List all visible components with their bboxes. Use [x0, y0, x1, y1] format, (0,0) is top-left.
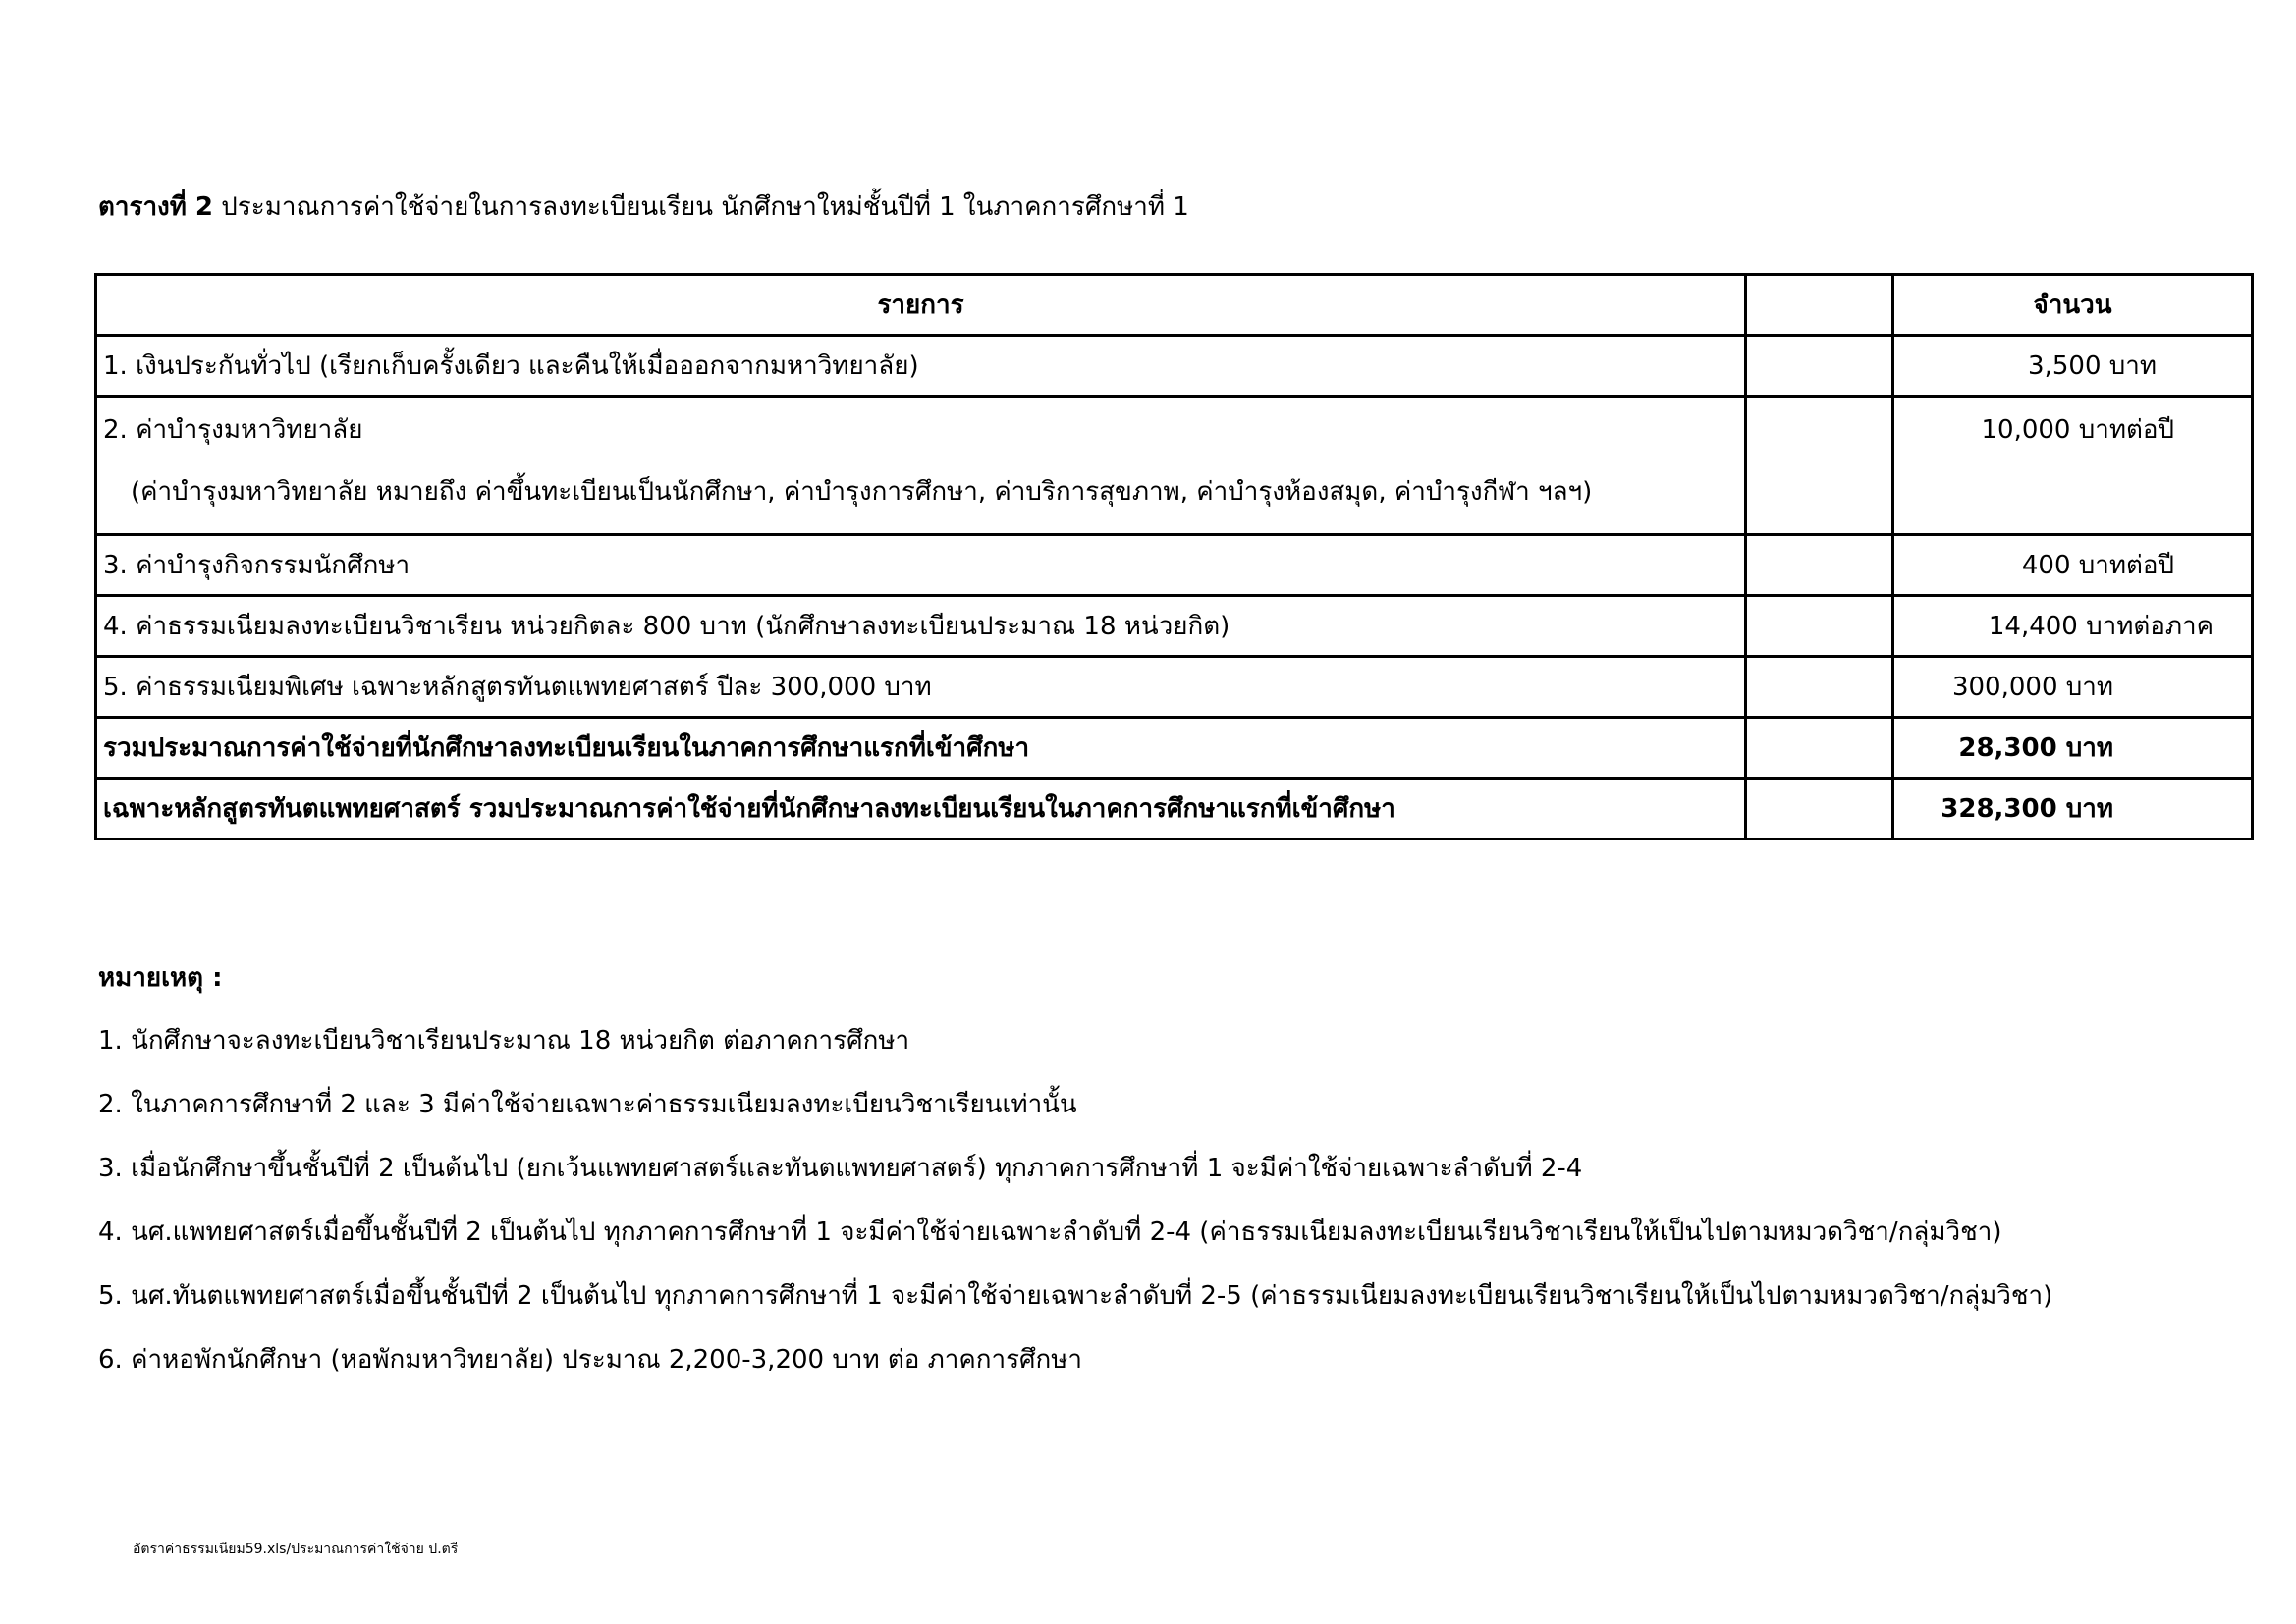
table-row	[96, 336, 2253, 397]
total-item: รวมประมาณการค่าใช้จ่ายที่นักศึกษาลงทะเบียนเรียนในภาคการศึกษาแรกที่เข้าศึกษา	[96, 718, 1746, 779]
footer-path: อัตราค่าธรรมเนียม59.xls/ประมาณการค่าใช้จ่าย ป.ตรี	[133, 1542, 459, 1557]
table-row	[96, 535, 2253, 596]
row-item	[96, 397, 1746, 535]
notes-section	[98, 957, 2052, 1406]
row-item: 3. ค่าบำรุงกิจกรรมนักศึกษา	[96, 535, 1746, 596]
row-amount: 3,500 บาท	[1893, 336, 2253, 397]
total-blank	[1746, 718, 1893, 779]
table-row	[96, 657, 2253, 718]
table-row	[96, 397, 2253, 535]
note-item: 4. นศ.แพทยศาสตร์เมื่อขึ้นชั้นปีที่ 2 เป็นต้นไป ทุกภาคการศึกษาที่ 1 จะมีค่าใช้จ่ายเฉพาะลำดับที่ 2-4 (ค่าธรรมเนียมลงทะเบียนเรียนวิชาเรียนให้เป็นไปตามหมวดวิชา/กลุ่มวิชา)	[98, 1218, 2002, 1247]
note-item: 1. นักศึกษาจะลงทะเบียนวิชาเรียนประมาณ 18 หน่วยกิต ต่อภาคการศึกษา	[98, 1026, 910, 1056]
total-amount: 28,300 บาท	[1893, 718, 2253, 779]
total-item: เฉพาะหลักสูตรทันตแพทยศาสตร์ รวมประมาณการค่าใช้จ่ายที่นักศึกษาลงทะเบียนเรียนในภาคการศึกษาแรกที่เข้าศึกษา	[96, 779, 1746, 839]
row-blank	[1746, 535, 1893, 596]
note-item: 3. เมื่อนักศึกษาขึ้นชั้นปีที่ 2 เป็นต้นไป (ยกเว้นแพทยศาสตร์และทันตแพทยศาสตร์) ทุกภาคการศึกษาที่ 1 จะมีค่าใช้จ่ายเฉพาะลำดับที่ 2-4	[98, 1154, 1583, 1183]
header-blank	[1746, 275, 1893, 336]
notes-title: หมายเหตุ :	[98, 963, 223, 993]
caption-text: ประมาณการค่าใช้จ่ายในการลงทะเบียนเรียน นักศึกษาใหม่ชั้นปีที่ 1 ในภาคการศึกษาที่ 1	[213, 192, 1189, 222]
table-row	[96, 596, 2253, 657]
header-amount: จำนวน	[1893, 275, 2253, 336]
row-amount: 300,000 บาท	[1893, 657, 2253, 718]
note-item: 2. ในภาคการศึกษาที่ 2 และ 3 มีค่าใช้จ่ายเฉพาะค่าธรรมเนียมลงทะเบียนวิชาเรียนเท่านั้น	[98, 1090, 1077, 1119]
row-blank	[1746, 657, 1893, 718]
note-item: 5. นศ.ทันตแพทยศาสตร์เมื่อขึ้นชั้นปีที่ 2 เป็นต้นไป ทุกภาคการศึกษาที่ 1 จะมีค่าใช้จ่ายเฉพาะลำดับที่ 2-5 (ค่าธรรมเนียมลงทะเบียนเรียนวิชาเรียนให้เป็นไปตามหมวดวิชา/กลุ่มวิชา)	[98, 1281, 2053, 1311]
fee-table	[94, 273, 2254, 840]
header-item: รายการ	[96, 275, 1746, 336]
total-amount: 328,300 บาท	[1893, 779, 2253, 839]
row-blank	[1746, 397, 1893, 535]
table-header-row	[96, 275, 2253, 336]
row-item-sub: (ค่าบำรุงมหาวิทยาลัย หมายถึง ค่าขึ้นทะเบียนเป็นนักศึกษา, ค่าบำรุงการศึกษา, ค่าบริการสุขภาพ, ค่าบำรุงห้องสมุด, ค่าบำรุงกีฬา ฯลฯ)	[131, 477, 1593, 507]
row-item: 1. เงินประกันทั่วไป (เรียกเก็บครั้งเดียว และคืนให้เมื่อออกจากมหาวิทยาลัย)	[96, 336, 1746, 397]
caption-label: ตารางที่ 2	[98, 192, 214, 222]
row-amount: 14,400 บาทต่อภาค	[1893, 596, 2253, 657]
row-item-main: 2. ค่าบำรุงมหาวิทยาลัย	[103, 415, 363, 445]
table-caption	[98, 187, 1189, 227]
row-item: 5. ค่าธรรมเนียมพิเศษ เฉพาะหลักสูตรทันตแพทยศาสตร์ ปีละ 300,000 บาท	[96, 657, 1746, 718]
row-amount: 10,000 บาทต่อปี	[1893, 397, 2253, 535]
row-blank	[1746, 336, 1893, 397]
total-row-dentistry	[96, 779, 2253, 839]
row-blank	[1746, 596, 1893, 657]
row-item: 4. ค่าธรรมเนียมลงทะเบียนวิชาเรียน หน่วยกิตละ 800 บาท (นักศึกษาลงทะเบียนประมาณ 18 หน่วยกิต)	[96, 596, 1746, 657]
total-blank	[1746, 779, 1893, 839]
note-item: 6. ค่าหอพักนักศึกษา (หอพักมหาวิทยาลัย) ประมาณ 2,200-3,200 บาท ต่อ ภาคการศึกษา	[98, 1345, 1083, 1375]
row-amount: 400 บาทต่อปี	[1893, 535, 2253, 596]
total-row	[96, 718, 2253, 779]
